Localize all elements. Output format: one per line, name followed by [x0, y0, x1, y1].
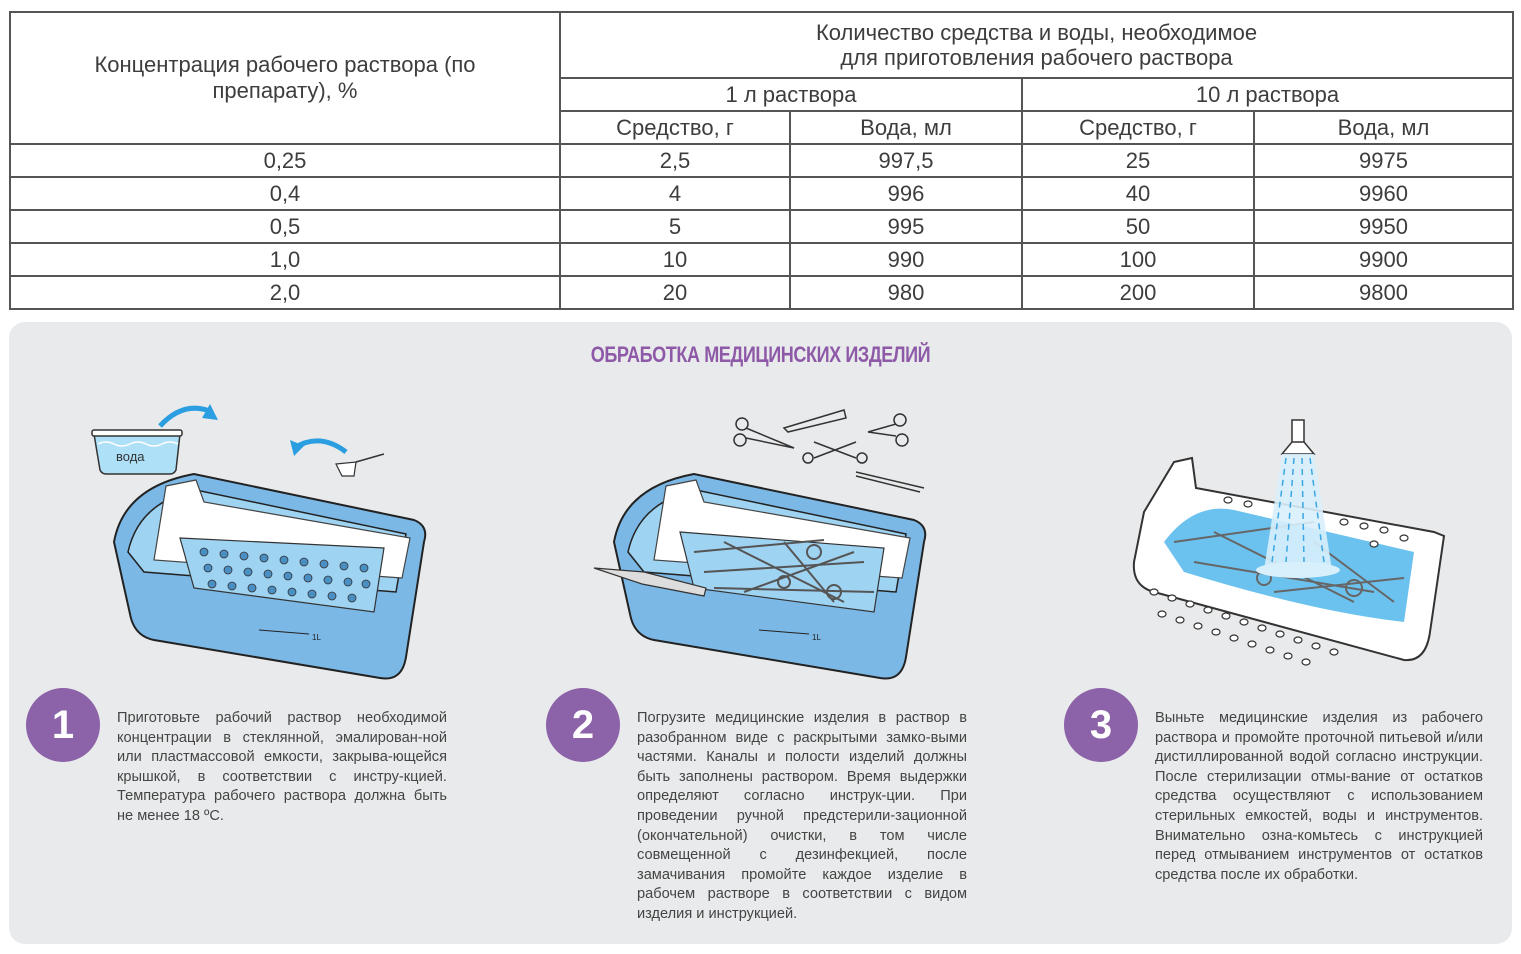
cell-water-1l: 996	[790, 177, 1022, 210]
cell-agent-1l: 2,5	[560, 144, 790, 177]
table-row	[10, 243, 1513, 276]
cell-water-10l: 9960	[1254, 177, 1513, 210]
header-amount-line1: Количество средства и воды, необходимое	[815, 20, 1258, 45]
cell-water-1l: 990	[790, 243, 1022, 276]
header-amount	[560, 12, 1513, 78]
cell-water-1l: 980	[790, 276, 1022, 309]
instruments-icon	[734, 410, 924, 492]
water-bowl-icon	[92, 430, 182, 474]
step-1-text: Приготовьте рабочий раствор необходимой концентрации в стеклянной, эмалирован-ной или пластмассовой емкости, закрыва-ющейся крышкой, в соответствии с инстру-кцией. Температура рабочего раствора должна быть не менее 18 ºС.	[117, 710, 447, 824]
panel-title: ОБРАБОТКА МЕДИЦИНСКИХ ИЗДЕЛИЙ	[590, 342, 931, 367]
header-agent-1l: Средство, г	[560, 111, 790, 144]
header-group-1l: 1 л раствора	[560, 78, 1022, 111]
cell-water-10l: 9950	[1254, 210, 1513, 243]
cell-agent-10l: 40	[1022, 177, 1254, 210]
cell-water-10l: 9975	[1254, 144, 1513, 177]
cell-concentration: 0,25	[10, 144, 560, 177]
tray-icon	[594, 474, 925, 679]
cell-water-1l: 995	[790, 210, 1022, 243]
shower-icon	[1256, 420, 1340, 578]
step-2-text: Погрузите медицинские изделия в раствор в разобранном виде с раскрытыми замко-выми частями. Каналы и полости изделий должны быть заполнены раствором. Время выдержки определяют согласно инструк-ции. При проведении ручной предстерили-зационной (окончательной) очистки, в том числе совмещенной с дезинфекцией, после замачивания промойте каждое изделие в рабочем растворе в соответствии с видом изделия и инструкцией.	[637, 710, 967, 922]
header-concentration-text: Концентрация рабочего раствора (по препарату), %	[94, 52, 476, 103]
volume-mark-label: 1L	[312, 633, 321, 642]
cell-agent-10l: 50	[1022, 210, 1254, 243]
header-water-10l: Вода, мл	[1254, 111, 1513, 144]
cell-agent-1l: 20	[560, 276, 790, 309]
illustration-rinse-instruments	[1114, 392, 1474, 692]
volume-mark-label: 1L	[812, 633, 821, 642]
step-3-number: 3	[1064, 688, 1138, 762]
illustration-immerse-instruments	[584, 392, 944, 692]
header-group-10l: 10 л раствора	[1022, 78, 1513, 111]
cell-concentration: 2,0	[10, 276, 560, 309]
cell-water-1l: 997,5	[790, 144, 1022, 177]
table-row	[10, 177, 1513, 210]
measuring-scoop-icon	[336, 454, 384, 476]
cell-concentration: 1,0	[10, 243, 560, 276]
tray-icon	[114, 474, 425, 679]
cell-agent-10l: 100	[1022, 243, 1254, 276]
table-row	[10, 210, 1513, 243]
concentration-table	[9, 11, 1514, 310]
header-water-1l: Вода, мл	[790, 111, 1022, 144]
processing-panel	[9, 322, 1512, 944]
cell-agent-10l: 25	[1022, 144, 1254, 177]
water-label: вода	[116, 449, 145, 464]
step-2-number: 2	[546, 688, 620, 762]
header-agent-10l: Средство, г	[1022, 111, 1254, 144]
table-row	[10, 144, 1513, 177]
cell-water-10l: 9800	[1254, 276, 1513, 309]
cell-agent-10l: 200	[1022, 276, 1254, 309]
cell-agent-1l: 10	[560, 243, 790, 276]
cell-concentration: 0,5	[10, 210, 560, 243]
header-concentration	[10, 12, 560, 144]
cell-agent-1l: 4	[560, 177, 790, 210]
step-1-number: 1	[26, 688, 100, 762]
step-3-text: Выньте медицинские изделия из рабочего раствора и промойте проточной питьевой и/или дистиллированной водой согласно инструкции. После стерилизации отмы-вание от остатков средства осуществляют с использованием стерильных емкостей, воды и инструментов. Внимательно озна-комьтесь с инструкцией перед отмыванием инструментов от остатков средства после их обработки.	[1155, 710, 1483, 883]
header-amount-line2: для приготовления рабочего раствора	[840, 45, 1233, 70]
illustration-prepare-solution	[84, 392, 444, 692]
cell-concentration: 0,4	[10, 177, 560, 210]
table-row	[10, 276, 1513, 309]
cell-water-10l: 9900	[1254, 243, 1513, 276]
cell-agent-1l: 5	[560, 210, 790, 243]
